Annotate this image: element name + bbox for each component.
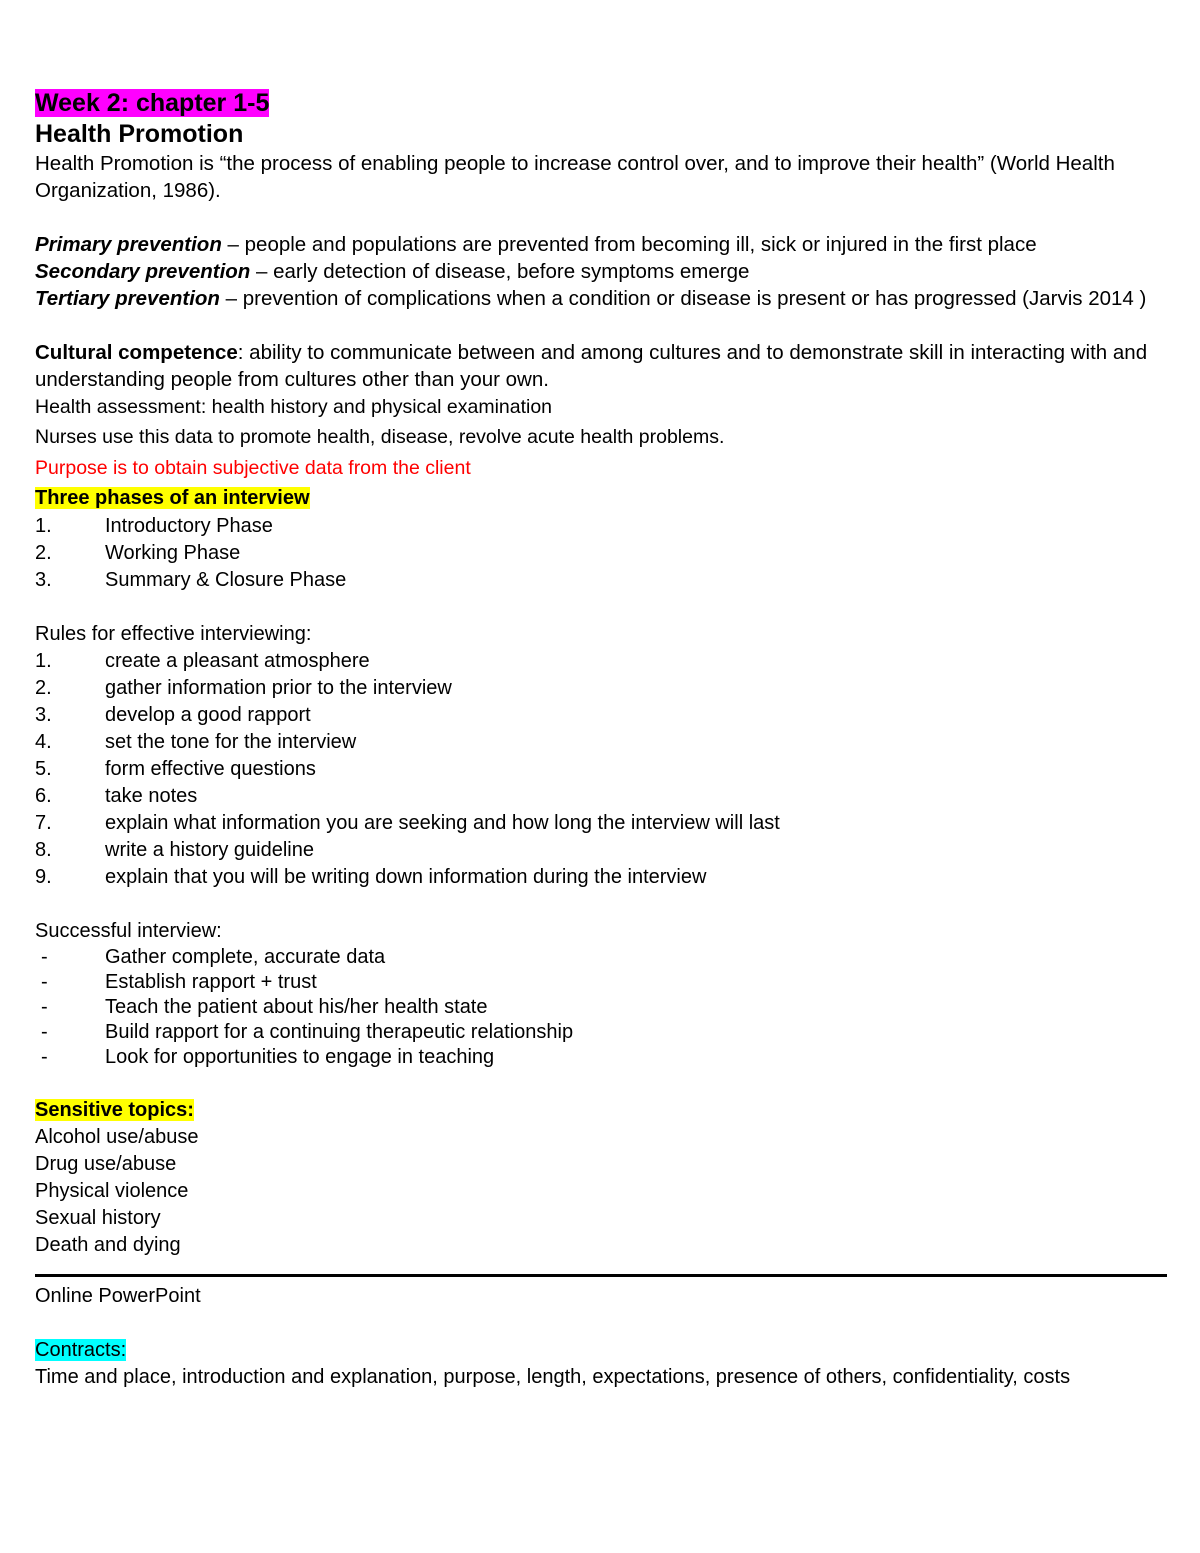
cultural-competence [35,339,1167,393]
primary-prevention-term: Primary prevention [35,233,222,256]
list-text: write a history guideline [105,839,314,861]
page-title: Health Promotion [35,120,244,148]
list-number: 2. [35,677,52,699]
list-item [35,1045,1167,1070]
list-number: 3. [35,704,52,726]
list-number: 7. [35,812,52,834]
list-bullet: - [41,996,48,1018]
secondary-prevention [35,258,1167,285]
primary-prevention [35,231,1167,258]
rules-heading: Rules for effective interviewing: [35,623,312,645]
list-item [35,540,1167,567]
list-item [35,995,1167,1020]
spacer [35,1310,1167,1337]
list-text: Build rapport for a continuing therapeutic relationship [105,1021,574,1043]
successful-list [35,945,1167,1070]
list-text: set the tone for the interview [105,731,357,753]
spacer [35,1070,1167,1097]
online-powerpoint: Online PowerPoint [35,1285,201,1307]
list-item: Sexual history [35,1207,161,1229]
list-item [35,729,1167,756]
list-text: Introductory Phase [105,515,273,537]
list-text: take notes [105,785,198,807]
list-text: Summary & Closure Phase [105,569,347,591]
health-assessment-line: Health assessment: health history and physical examination [35,396,553,418]
list-bullet: - [41,971,48,993]
list-item [35,513,1167,540]
list-item: Alcohol use/abuse [35,1126,199,1148]
tertiary-prevention [35,285,1167,312]
list-item [35,837,1167,864]
list-number: 4. [35,731,52,753]
list-bullet: - [41,946,48,968]
list-text: Working Phase [105,542,241,564]
list-item [35,567,1167,594]
list-item [35,970,1167,995]
list-text: Teach the patient about his/her health state [105,996,488,1018]
tertiary-prevention-text: – prevention of complications when a condition or disease is present or has progressed (Jarvis 2014 ) [219,287,1147,310]
week-heading [35,88,1167,119]
list-bullet: - [41,1021,48,1043]
sensitive-heading-text: Sensitive topics: [35,1099,194,1121]
list-item [35,675,1167,702]
list-number: 8. [35,839,52,861]
cultural-competence-text: : ability to communicate between and among cultures and to demonstrate skill in interacting with and understanding people from cultures other than your own. [35,341,1148,391]
list-item [35,702,1167,729]
list-text: Look for opportunities to engage in teaching [105,1046,495,1068]
successful-heading: Successful interview: [35,920,222,942]
list-bullet: - [41,1046,48,1068]
spacer [35,891,1167,918]
list-number: 9. [35,866,52,888]
list-number: 1. [35,515,52,537]
spacer [35,312,1167,339]
list-text: develop a good rapport [105,704,311,726]
list-item [35,945,1167,970]
spacer [35,204,1167,231]
spacer [35,594,1167,621]
primary-prevention-text: – people and populations are prevented from becoming ill, sick or injured in the first place [221,233,1037,256]
sensitive-list [35,1124,1167,1259]
list-item [35,783,1167,810]
secondary-prevention-term: Secondary prevention [35,260,251,283]
rules-list [35,648,1167,891]
nurses-data-line: Nurses use this data to promote health, disease, revolve acute health problems. [35,426,725,448]
list-number: 3. [35,569,52,591]
list-text: explain what information you are seeking and how long the interview will last [105,812,780,834]
list-item [35,810,1167,837]
phases-list [35,513,1167,594]
list-number: 2. [35,542,52,564]
list-number: 1. [35,650,52,672]
phases-heading [35,483,1167,513]
secondary-prevention-text: – early detection of disease, before symptoms emerge [250,260,750,283]
health-promotion-definition: Health Promotion is “the process of enabling people to increase control over, and to improve their health” (World Health Organization, 1986). [35,152,1115,202]
list-number: 5. [35,758,52,780]
list-text: Gather complete, accurate data [105,946,386,968]
horizontal-divider [35,1274,1167,1277]
phases-heading-text: Three phases of an interview [35,487,310,509]
contracts-heading [35,1337,1167,1364]
week-heading-text: Week 2: chapter 1-5 [35,89,270,117]
list-text: form effective questions [105,758,316,780]
list-text: create a pleasant atmosphere [105,650,370,672]
purpose-line: Purpose is to obtain subjective data from the client [35,457,471,479]
list-item [35,756,1167,783]
cultural-competence-term: Cultural competence [35,341,238,364]
tertiary-prevention-term: Tertiary prevention [35,287,220,310]
document-page [35,88,1167,1391]
list-text: gather information prior to the interview [105,677,452,699]
list-item [35,648,1167,675]
list-text: Establish rapport + trust [105,971,317,993]
list-item: Death and dying [35,1234,181,1256]
list-item: Drug use/abuse [35,1153,177,1175]
list-text: explain that you will be writing down information during the interview [105,866,707,888]
sensitive-heading [35,1097,1167,1124]
list-item: Physical violence [35,1180,189,1202]
contracts-text: Time and place, introduction and explanation, purpose, length, expectations, presence of others, confidentiality, costs [35,1366,1071,1388]
list-item [35,864,1167,891]
list-number: 6. [35,785,52,807]
list-item [35,1020,1167,1045]
contracts-heading-text: Contracts: [35,1339,127,1361]
